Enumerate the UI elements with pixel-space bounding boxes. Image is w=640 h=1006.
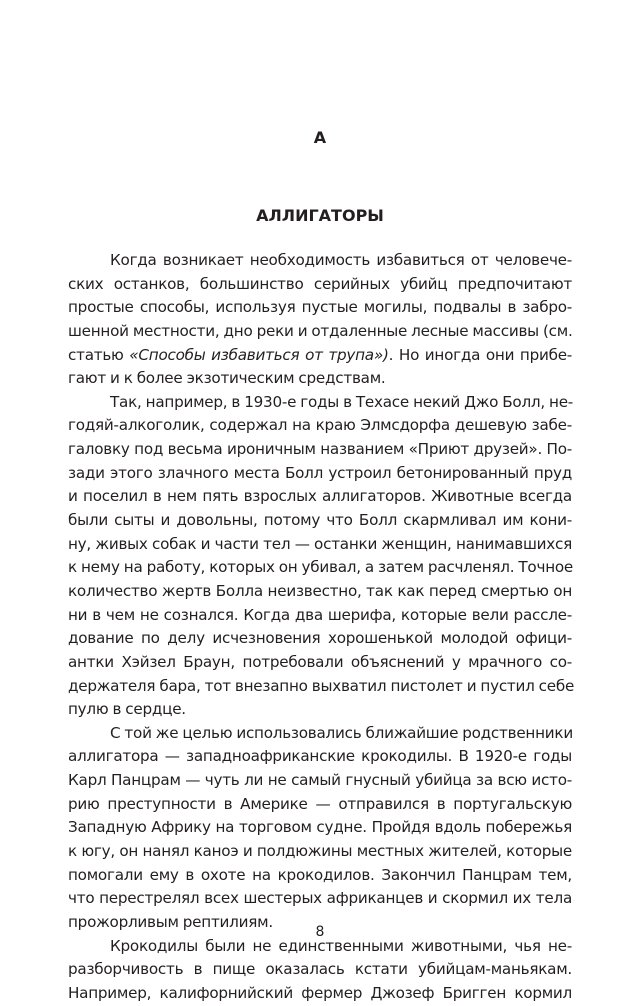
- text-line: галовку под весьма ироничным названием «Приют друзей». По-: [68, 440, 572, 459]
- text-line: простые способы, используя пустые могилы, подвалы в забро-: [68, 298, 572, 317]
- text-line: ну, живых собак и части тел — останки женщин, нанимавшихся: [68, 534, 572, 553]
- article-title: АЛЛИГАТОРЫ: [256, 206, 384, 225]
- text-line: разборчивость в пище оказалась кстати убийцам-маньякам.: [68, 960, 572, 979]
- text-fragment: статью: [68, 345, 130, 364]
- text-line: зади этого злачного места Болл устроил бетонированный пруд: [68, 463, 572, 482]
- article-body: [68, 249, 575, 1006]
- text-line: ских останков, большинство серийных убийц предпочитают: [68, 274, 572, 293]
- text-line: Крокодилы были не единственными животными, чья не-: [110, 936, 572, 955]
- paragraph: [68, 935, 572, 1006]
- text-line: антки Хэйзел Браун, потребовали объяснений у мрачного со-: [68, 652, 572, 671]
- text-line: годяй-алкоголик, содержал на краю Элмсдорфа дешевую забе-: [68, 416, 572, 435]
- text-line: рию преступности в Америке — отправился в португальскую: [68, 794, 572, 813]
- paragraph: [68, 722, 572, 935]
- paragraph: [68, 391, 575, 722]
- text-line: к нему на работу, которых он убивал, а затем расчленял. Точное: [68, 558, 574, 577]
- text-line: что перестрелял всех шестерых африканцев и скормил их тела: [68, 889, 572, 908]
- text-fragment: . Но иногда они прибе-: [388, 345, 573, 364]
- text-line: количество жертв Болла неизвестно, так как перед смертью он: [68, 581, 572, 600]
- text-line: Так, например, в 1930-е годы в Техасе некий Джо Болл, не-: [110, 392, 574, 411]
- text-line: к югу, он нанял каноэ и полдюжины местных жителей, которые: [68, 842, 572, 861]
- text-line: Карл Панцрам — чуть ли не самый гнусный убийца за всю исто-: [68, 771, 572, 790]
- cross-reference-italic: «Способы избавиться от трупа»): [129, 345, 389, 364]
- section-letter-heading: А: [313, 128, 327, 147]
- text-line: и поселил в нем пять взрослых аллигаторов. Животные всегда: [68, 487, 572, 506]
- text-line: помогали ему в охоте на крокодилов. Закончил Панцрам тем,: [68, 865, 572, 884]
- text-line: гают и к более экзотическим средствам.: [68, 369, 386, 388]
- text-line: держателя бара, тот внезапно выхватил пистолет и пустил себе: [68, 676, 575, 695]
- text-line: Западную Африку на торговом судне. Пройдя вдоль побережья: [68, 818, 572, 837]
- text-line: С той же целью использовались ближайшие родственники: [110, 723, 573, 742]
- text-line: были сыты и довольны, потому что Болл скармливал им кони-: [68, 511, 572, 530]
- text-line: Когда возникает необходимость избавиться от человече-: [110, 251, 572, 269]
- text-line: пулю в сердце.: [68, 700, 186, 719]
- text-line: аллигатора — западноафриканские крокодилы. В 1920-е годы: [68, 747, 572, 766]
- text-line: ни в чем не сознался. Когда два шерифа, которые вели рассле-: [68, 605, 572, 624]
- text-line: прожорливым рептилиям.: [68, 912, 273, 931]
- paragraph: [68, 249, 572, 391]
- text-line: дование по делу исчезновения хорошенькой молодой офици-: [68, 629, 572, 648]
- page-number: 8: [315, 924, 325, 940]
- text-line-with-cross-reference: [68, 344, 572, 368]
- text-line: Например, калифорнийский фермер Джозеф Бригген кормил: [68, 983, 572, 1002]
- text-line: шенной местности, дно реки и отдаленные лесные массивы (см.: [68, 321, 573, 340]
